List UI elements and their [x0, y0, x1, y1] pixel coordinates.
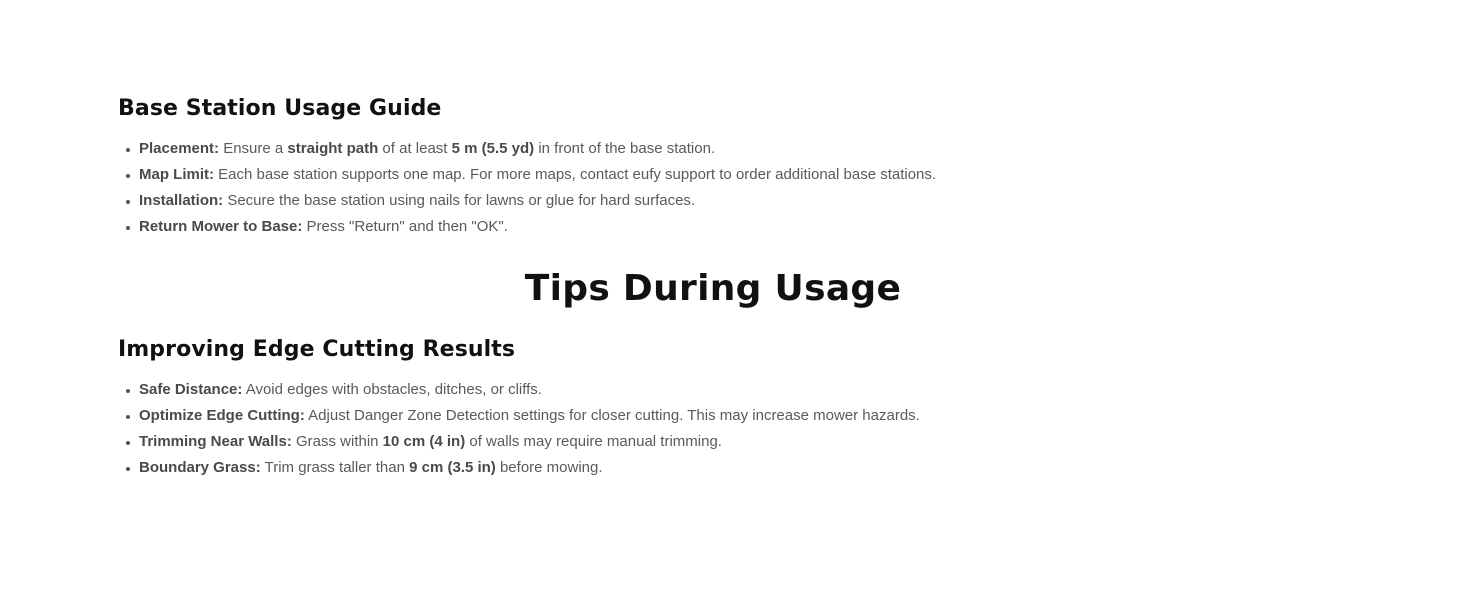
- item-text: Ensure a: [219, 140, 288, 157]
- edge-cutting-list: [118, 377, 920, 481]
- item-text: of walls may require manual trimming.: [465, 433, 722, 450]
- list-item-placement: [118, 136, 936, 162]
- item-label: Safe Distance:: [139, 381, 243, 398]
- item-emphasis: 10 cm (4 in): [382, 433, 466, 450]
- item-label: Return Mower to Base:: [139, 218, 303, 235]
- item-text: of at least: [378, 140, 452, 157]
- list-item-installation: [118, 188, 936, 214]
- item-text: Secure the base station using nails for lawns or glue for hard surfaces.: [223, 192, 696, 209]
- item-label: Installation:: [139, 192, 224, 209]
- tips-during-usage-heading: Tips During Usage: [524, 268, 902, 309]
- item-label: Boundary Grass:: [139, 459, 261, 476]
- list-item-map-limit: [118, 162, 936, 188]
- item-emphasis: 5 m (5.5 yd): [451, 140, 535, 157]
- list-item-safe-distance: [118, 377, 920, 403]
- item-label: Optimize Edge Cutting:: [139, 407, 305, 424]
- list-item-optimize-edge: [118, 403, 920, 429]
- item-emphasis: 9 cm (3.5 in): [409, 459, 496, 476]
- item-text: Adjust Danger Zone Detection settings for closer cutting. This may increase mower hazards.: [304, 407, 920, 424]
- base-station-guide-heading: Base Station Usage Guide: [118, 96, 442, 121]
- item-text: Each base station supports one map. For more maps, contact eufy support to order additional base stations.: [214, 166, 937, 183]
- item-text: Trim grass taller than: [260, 459, 410, 476]
- item-emphasis: straight path: [287, 140, 379, 157]
- item-label: Placement:: [139, 140, 220, 157]
- item-label: Trimming Near Walls:: [139, 433, 292, 450]
- item-text: Grass within: [291, 433, 383, 450]
- item-text: before mowing.: [495, 459, 603, 476]
- edge-cutting-heading: Improving Edge Cutting Results: [118, 337, 516, 362]
- item-text: Press "Return" and then "OK".: [302, 218, 508, 235]
- base-station-guide-list: [118, 136, 936, 240]
- item-label: Map Limit:: [139, 166, 214, 183]
- item-text: Avoid edges with obstacles, ditches, or cliffs.: [242, 381, 542, 398]
- list-item-trimming-walls: [118, 429, 920, 455]
- list-item-return-mower: [118, 214, 936, 240]
- item-text: in front of the base station.: [534, 140, 716, 157]
- list-item-boundary-grass: [118, 455, 920, 481]
